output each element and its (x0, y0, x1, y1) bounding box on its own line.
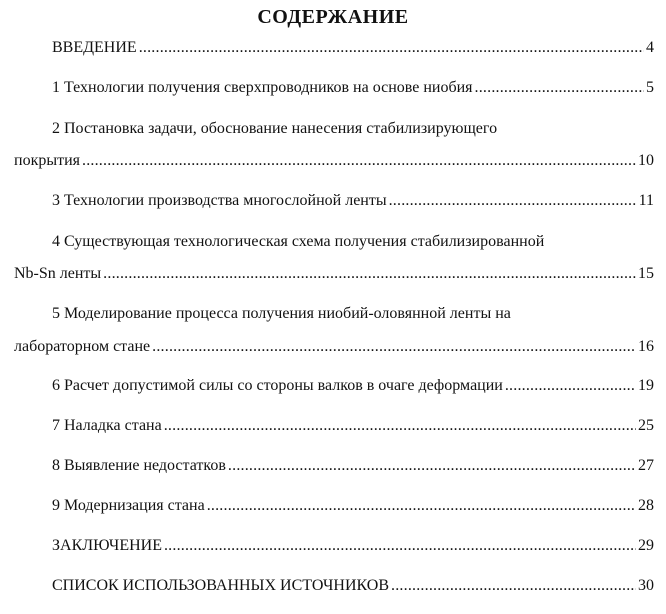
toc-entry-8[interactable] (52, 455, 654, 477)
toc-leader-dots (228, 455, 636, 477)
toc-leader-dots (103, 263, 636, 285)
toc-page-number: 15 (638, 265, 654, 282)
toc-leader-dots (207, 495, 636, 517)
toc-page-number: 4 (646, 39, 654, 56)
toc-page-number: 25 (638, 417, 654, 434)
toc-leader-dots (391, 575, 636, 597)
toc-page-number: 10 (638, 152, 654, 169)
toc-entry-9[interactable] (52, 495, 654, 517)
toc-title: СОДЕРЖАНИЕ (257, 6, 409, 28)
toc-leader-dots (475, 77, 644, 99)
toc-entry-conclusion[interactable] (52, 535, 654, 557)
toc-page-number: 30 (638, 577, 654, 594)
toc-entry-2[interactable] (14, 150, 654, 172)
toc-entry-6[interactable] (52, 375, 654, 397)
toc-entry-5[interactable] (14, 336, 654, 358)
toc-leader-dots (152, 336, 636, 358)
toc-page-number: 19 (638, 377, 654, 394)
toc-entry-text: 9 Модернизация стана (52, 497, 205, 514)
toc-entry-introduction[interactable] (52, 37, 654, 59)
toc-leader-dots (164, 415, 636, 437)
toc-entry-7[interactable] (52, 415, 654, 437)
toc-entry-text: 1 Технологии получения сверхпроводников на основе ниобия (52, 79, 473, 96)
toc-page-number: 11 (638, 192, 654, 209)
toc-leader-dots (139, 37, 644, 59)
toc-leader-dots (82, 150, 636, 172)
toc-entry-3[interactable] (52, 190, 654, 212)
toc-entry-text: Nb-Sn ленты (14, 265, 102, 282)
toc-page-number: 16 (638, 338, 654, 355)
toc-entry-text: 3 Технологии производства многослойной ленты (52, 192, 387, 209)
toc-entry-1[interactable] (52, 77, 654, 99)
toc-leader-dots (164, 535, 636, 557)
toc-page-number: 29 (638, 537, 654, 554)
toc-entry-2-first-line: 2 Постановка задачи, обоснование нанесения стабилизирующего (52, 120, 498, 137)
toc-entry-text: 7 Наладка стана (52, 417, 162, 434)
toc-entry-text: СПИСОК ИСПОЛЬЗОВАННЫХ ИСТОЧНИКОВ (52, 577, 390, 594)
toc-page-number: 5 (646, 79, 654, 96)
toc-page-number: 27 (638, 457, 654, 474)
toc-entry-4-first-line: 4 Существующая технологическая схема получения стабилизированной (52, 233, 545, 250)
toc-page-number: 28 (638, 497, 654, 514)
toc-entry-5-first-line: 5 Моделирование процесса получения ниобий-оловянной ленты на (52, 305, 511, 322)
toc-leader-dots (505, 375, 636, 397)
toc-entry-4[interactable] (14, 263, 654, 285)
toc-entry-text: ВВЕДЕНИЕ (52, 39, 137, 56)
toc-entry-text: лабораторном стане (14, 338, 151, 355)
toc-entry-text: 6 Расчет допустимой силы со стороны валков в очаге деформации (52, 377, 503, 394)
toc-entry-references[interactable] (52, 575, 654, 597)
toc-entry-text: покрытия (14, 152, 80, 169)
toc-leader-dots (389, 190, 637, 212)
toc-entry-text: 8 Выявление недостатков (52, 457, 226, 474)
toc-entry-text: ЗАКЛЮЧЕНИЕ (52, 537, 162, 554)
